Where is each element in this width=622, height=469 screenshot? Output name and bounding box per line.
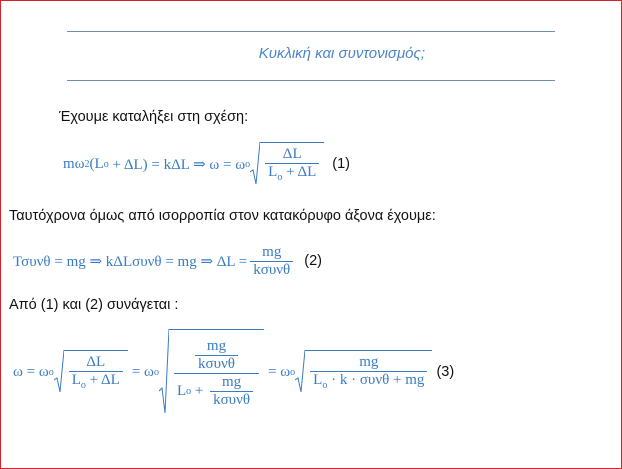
eq3-equals-2: = ω [268, 363, 291, 380]
intro-text: Έχουμε καταλήξει στη σχέση: [59, 109, 249, 125]
eq1-paren: (L [89, 155, 104, 172]
eq2-denominator: kσυνθ [250, 261, 293, 279]
eq1-sub-o: ο [103, 158, 109, 170]
eq3-f3-numerator: mg [359, 353, 379, 370]
bottom-rule [67, 80, 555, 81]
eq1-numerator: ΔL [282, 145, 302, 162]
eq3-f1-numerator: ΔL [86, 353, 106, 370]
equation-2 [13, 241, 322, 281]
eq3-sqrt-2 [159, 329, 264, 415]
eq2-fraction [250, 244, 293, 279]
eq3-equals-1: = ω [131, 363, 154, 380]
top-rule [67, 31, 555, 32]
eq1-square: 2 [84, 158, 90, 170]
eq3-f1-denominator: $L_o + \Delta L$ [69, 371, 123, 394]
eq1-denominator: $L_o + \Delta L$ [265, 163, 319, 186]
eq3-fraction-3 [310, 354, 427, 394]
eq3-label: (3) [436, 364, 455, 380]
eq3-sqrt-3 [295, 350, 432, 394]
eq3-start: ω = ω [13, 363, 49, 380]
page-title: Κυκλική και συντονισμός; [258, 45, 425, 62]
sqrt-sign-icon [250, 142, 260, 186]
eq3-sub-o-2: ο [153, 366, 159, 378]
eq1-lhs: mω [63, 155, 85, 172]
eq1-mid: + ΔL) = kΔL ⇒ ω = ω [108, 156, 246, 173]
eq3-fraction-1 [69, 354, 123, 394]
eq3-fraction-2 [174, 338, 259, 409]
equation-1 [63, 141, 350, 187]
eq2-lhs: Τσυνθ = mg ⇒ kΔLσυνθ = mg ⇒ ΔL = [13, 253, 248, 270]
eq3-sqrt-1 [54, 350, 128, 394]
sqrt-sign-icon [159, 329, 169, 415]
eq2-label: (2) [304, 253, 322, 269]
eq1-omega-sub: ο [245, 158, 251, 170]
sqrt-sign-icon [295, 350, 305, 394]
combine-text: Από (1) και (2) συνάγεται : [9, 297, 179, 313]
vertical-text: Ταυτόχρονα όμως από ισορροπία στον κατακόρυφο άξονα έχουμε: [9, 208, 436, 224]
eq1-fraction [265, 146, 319, 186]
eq1-label: (1) [332, 156, 350, 172]
equation-3 [13, 328, 454, 416]
sqrt-sign-icon [54, 350, 64, 394]
eq1-sqrt [250, 142, 324, 186]
eq3-f2-denominator: L ο + $\frac{mg}{\text{kσυνθ}}$ [174, 373, 259, 409]
eq3-sub-o-3: ο [290, 366, 296, 378]
eq3-f2-numerator: $\frac{mg}{\text{kσυνθ}}$ [189, 338, 244, 373]
eq2-numerator: mg [262, 243, 282, 260]
eq3-f3-denominator: $L_o \cdot k \cdot \sigma\upsilon\nu\theta$ + mg [310, 371, 427, 394]
eq3-sub-o: ο [48, 366, 54, 378]
